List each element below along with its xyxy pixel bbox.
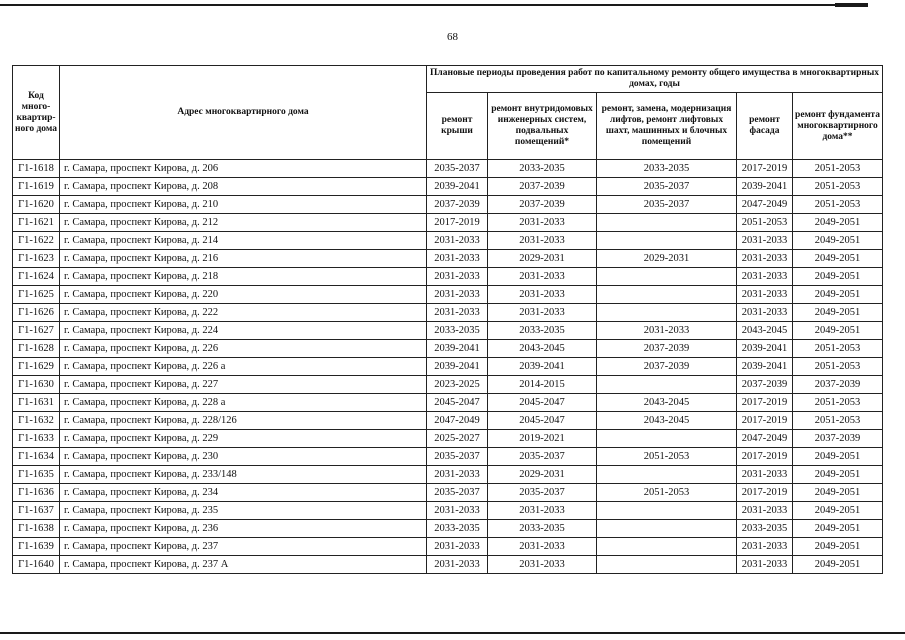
cell-code: Г1-1638 (13, 520, 60, 538)
cell-address: г. Самара, проспект Кирова, д. 220 (60, 286, 427, 304)
cell-code: Г1-1627 (13, 322, 60, 340)
cell-roof: 2039-2041 (427, 178, 488, 196)
cell-systems: 2031-2033 (488, 538, 597, 556)
table-row (13, 430, 883, 448)
cell-foundation: 2049-2051 (793, 286, 883, 304)
cell-code: Г1-1625 (13, 286, 60, 304)
table-row (13, 448, 883, 466)
cell-code: Г1-1634 (13, 448, 60, 466)
table-row (13, 412, 883, 430)
cell-elevators: 2051-2053 (597, 484, 737, 502)
cell-elevators: 2029-2031 (597, 250, 737, 268)
cell-elevators (597, 214, 737, 232)
cell-address: г. Самара, проспект Кирова, д. 226 (60, 340, 427, 358)
cell-foundation: 2051-2053 (793, 412, 883, 430)
cell-systems: 2031-2033 (488, 268, 597, 286)
header-group-periods: Плановые периоды проведения работ по капитальному ремонту общего имущества в многоквартирных домах, годы (427, 66, 883, 93)
cell-facade: 2051-2053 (737, 214, 793, 232)
cell-facade: 2047-2049 (737, 430, 793, 448)
header-foundation: ремонт фундамента многоквартирного дома** (793, 93, 883, 160)
cell-code: Г1-1626 (13, 304, 60, 322)
cell-facade: 2039-2041 (737, 340, 793, 358)
cell-elevators (597, 430, 737, 448)
cell-foundation: 2049-2051 (793, 466, 883, 484)
cell-systems: 2035-2037 (488, 484, 597, 502)
cell-systems: 2031-2033 (488, 232, 597, 250)
cell-roof: 2035-2037 (427, 484, 488, 502)
cell-foundation: 2049-2051 (793, 448, 883, 466)
cell-address: г. Самара, проспект Кирова, д. 218 (60, 268, 427, 286)
cell-roof: 2047-2049 (427, 412, 488, 430)
cell-roof: 2031-2033 (427, 250, 488, 268)
cell-facade: 2039-2041 (737, 178, 793, 196)
cell-facade: 2031-2033 (737, 556, 793, 574)
cell-facade: 2031-2033 (737, 268, 793, 286)
cell-foundation: 2049-2051 (793, 484, 883, 502)
cell-facade: 2017-2019 (737, 484, 793, 502)
cell-systems: 2031-2033 (488, 286, 597, 304)
cell-foundation: 2049-2051 (793, 232, 883, 250)
table-row (13, 538, 883, 556)
header-roof: ремонт крыши (427, 93, 488, 160)
cell-code: Г1-1628 (13, 340, 60, 358)
cell-foundation: 2049-2051 (793, 520, 883, 538)
top-border-line-end (835, 3, 868, 7)
cell-elevators (597, 520, 737, 538)
cell-elevators (597, 286, 737, 304)
cell-address: г. Самара, проспект Кирова, д. 216 (60, 250, 427, 268)
cell-address: г. Самара, проспект Кирова, д. 208 (60, 178, 427, 196)
cell-code: Г1-1621 (13, 214, 60, 232)
cell-systems: 2031-2033 (488, 502, 597, 520)
cell-roof: 2033-2035 (427, 322, 488, 340)
cell-code: Г1-1640 (13, 556, 60, 574)
table-row (13, 160, 883, 178)
cell-address: г. Самара, проспект Кирова, д. 206 (60, 160, 427, 178)
cell-elevators: 2043-2045 (597, 394, 737, 412)
cell-foundation: 2037-2039 (793, 376, 883, 394)
cell-roof: 2031-2033 (427, 556, 488, 574)
bottom-border-line (0, 632, 905, 634)
cell-elevators (597, 376, 737, 394)
cell-foundation: 2051-2053 (793, 358, 883, 376)
cell-elevators: 2051-2053 (597, 448, 737, 466)
cell-elevators: 2035-2037 (597, 196, 737, 214)
table-row (13, 340, 883, 358)
cell-elevators (597, 556, 737, 574)
cell-address: г. Самара, проспект Кирова, д. 228/126 (60, 412, 427, 430)
table-row (13, 304, 883, 322)
cell-code: Г1-1632 (13, 412, 60, 430)
cell-systems: 2033-2035 (488, 160, 597, 178)
cell-roof: 2031-2033 (427, 286, 488, 304)
cell-address: г. Самара, проспект Кирова, д. 227 (60, 376, 427, 394)
header-elevators: ремонт, замена, модернизация лифтов, ремонт лифтовых шахт, машинных и блочных помещений (597, 93, 737, 160)
cell-foundation: 2049-2051 (793, 502, 883, 520)
cell-facade: 2033-2035 (737, 520, 793, 538)
cell-elevators (597, 304, 737, 322)
table-row (13, 520, 883, 538)
cell-systems: 2037-2039 (488, 178, 597, 196)
cell-systems: 2045-2047 (488, 412, 597, 430)
cell-systems: 2039-2041 (488, 358, 597, 376)
cell-code: Г1-1631 (13, 394, 60, 412)
cell-address: г. Самара, проспект Кирова, д. 236 (60, 520, 427, 538)
cell-address: г. Самара, проспект Кирова, д. 212 (60, 214, 427, 232)
table-row (13, 232, 883, 250)
cell-address: г. Самара, проспект Кирова, д. 222 (60, 304, 427, 322)
cell-elevators: 2037-2039 (597, 358, 737, 376)
cell-address: г. Самара, проспект Кирова, д. 237 А (60, 556, 427, 574)
table-row (13, 250, 883, 268)
cell-systems: 2014-2015 (488, 376, 597, 394)
cell-elevators (597, 538, 737, 556)
cell-code: Г1-1636 (13, 484, 60, 502)
cell-foundation: 2049-2051 (793, 322, 883, 340)
top-border-line (0, 4, 868, 6)
cell-facade: 2031-2033 (737, 250, 793, 268)
cell-roof: 2031-2033 (427, 502, 488, 520)
cell-facade: 2031-2033 (737, 304, 793, 322)
page-number: 68 (447, 31, 458, 43)
cell-roof: 2037-2039 (427, 196, 488, 214)
cell-elevators (597, 232, 737, 250)
cell-address: г. Самара, проспект Кирова, д. 226 а (60, 358, 427, 376)
cell-elevators: 2035-2037 (597, 178, 737, 196)
cell-roof: 2025-2027 (427, 430, 488, 448)
cell-roof: 2031-2033 (427, 232, 488, 250)
cell-facade: 2031-2033 (737, 502, 793, 520)
cell-facade: 2047-2049 (737, 196, 793, 214)
table-body (13, 160, 883, 574)
cell-foundation: 2051-2053 (793, 160, 883, 178)
table-row (13, 286, 883, 304)
cell-code: Г1-1635 (13, 466, 60, 484)
cell-facade: 2017-2019 (737, 412, 793, 430)
cell-facade: 2039-2041 (737, 358, 793, 376)
cell-code: Г1-1620 (13, 196, 60, 214)
cell-address: г. Самара, проспект Кирова, д. 228 а (60, 394, 427, 412)
cell-systems: 2035-2037 (488, 448, 597, 466)
capital-repair-schedule-table (12, 65, 883, 574)
cell-systems: 2033-2035 (488, 520, 597, 538)
cell-roof: 2031-2033 (427, 268, 488, 286)
cell-facade: 2031-2033 (737, 232, 793, 250)
table-row (13, 466, 883, 484)
cell-foundation: 2051-2053 (793, 340, 883, 358)
table-row (13, 502, 883, 520)
cell-systems: 2019-2021 (488, 430, 597, 448)
table-row (13, 178, 883, 196)
cell-code: Г1-1623 (13, 250, 60, 268)
cell-address: г. Самара, проспект Кирова, д. 235 (60, 502, 427, 520)
table-row (13, 322, 883, 340)
cell-systems: 2031-2033 (488, 556, 597, 574)
cell-roof: 2035-2037 (427, 448, 488, 466)
table-row (13, 394, 883, 412)
cell-systems: 2029-2031 (488, 466, 597, 484)
cell-facade: 2043-2045 (737, 322, 793, 340)
cell-systems: 2043-2045 (488, 340, 597, 358)
cell-elevators (597, 268, 737, 286)
cell-code: Г1-1622 (13, 232, 60, 250)
cell-facade: 2017-2019 (737, 394, 793, 412)
cell-code: Г1-1618 (13, 160, 60, 178)
cell-systems: 2033-2035 (488, 322, 597, 340)
cell-foundation: 2049-2051 (793, 556, 883, 574)
cell-facade: 2031-2033 (737, 286, 793, 304)
cell-code: Г1-1624 (13, 268, 60, 286)
cell-elevators: 2037-2039 (597, 340, 737, 358)
cell-roof: 2031-2033 (427, 304, 488, 322)
cell-roof: 2039-2041 (427, 340, 488, 358)
cell-foundation: 2049-2051 (793, 214, 883, 232)
cell-systems: 2037-2039 (488, 196, 597, 214)
cell-code: Г1-1629 (13, 358, 60, 376)
cell-roof: 2031-2033 (427, 466, 488, 484)
cell-address: г. Самара, проспект Кирова, д. 229 (60, 430, 427, 448)
cell-facade: 2031-2033 (737, 538, 793, 556)
table-row (13, 358, 883, 376)
cell-roof: 2017-2019 (427, 214, 488, 232)
cell-roof: 2033-2035 (427, 520, 488, 538)
table-row (13, 556, 883, 574)
cell-systems: 2029-2031 (488, 250, 597, 268)
cell-code: Г1-1639 (13, 538, 60, 556)
cell-address: г. Самара, проспект Кирова, д. 210 (60, 196, 427, 214)
cell-elevators (597, 502, 737, 520)
cell-roof: 2023-2025 (427, 376, 488, 394)
cell-elevators: 2043-2045 (597, 412, 737, 430)
cell-foundation: 2037-2039 (793, 430, 883, 448)
cell-roof: 2039-2041 (427, 358, 488, 376)
cell-foundation: 2051-2053 (793, 196, 883, 214)
cell-elevators: 2031-2033 (597, 322, 737, 340)
header-facade: ремонт фасада (737, 93, 793, 160)
cell-foundation: 2049-2051 (793, 250, 883, 268)
table-row (13, 214, 883, 232)
cell-systems: 2031-2033 (488, 214, 597, 232)
cell-foundation: 2051-2053 (793, 394, 883, 412)
cell-facade: 2017-2019 (737, 160, 793, 178)
header-systems: ремонт внутридомовых инженерных систем, подвальных помещений* (488, 93, 597, 160)
cell-roof: 2031-2033 (427, 538, 488, 556)
cell-code: Г1-1637 (13, 502, 60, 520)
cell-foundation: 2049-2051 (793, 538, 883, 556)
table-row (13, 268, 883, 286)
cell-foundation: 2049-2051 (793, 304, 883, 322)
cell-address: г. Самара, проспект Кирова, д. 224 (60, 322, 427, 340)
cell-facade: 2031-2033 (737, 466, 793, 484)
cell-systems: 2031-2033 (488, 304, 597, 322)
cell-facade: 2037-2039 (737, 376, 793, 394)
cell-address: г. Самара, проспект Кирова, д. 230 (60, 448, 427, 466)
cell-systems: 2045-2047 (488, 394, 597, 412)
header-address: Адрес многоквартирного дома (60, 66, 427, 160)
header-code: Код много-квартир-ного дома (13, 66, 60, 160)
cell-foundation: 2051-2053 (793, 178, 883, 196)
cell-address: г. Самара, проспект Кирова, д. 233/148 (60, 466, 427, 484)
cell-roof: 2035-2037 (427, 160, 488, 178)
cell-foundation: 2049-2051 (793, 268, 883, 286)
cell-elevators: 2033-2035 (597, 160, 737, 178)
cell-code: Г1-1633 (13, 430, 60, 448)
cell-elevators (597, 466, 737, 484)
cell-address: г. Самара, проспект Кирова, д. 237 (60, 538, 427, 556)
cell-facade: 2017-2019 (737, 448, 793, 466)
cell-code: Г1-1619 (13, 178, 60, 196)
cell-address: г. Самара, проспект Кирова, д. 234 (60, 484, 427, 502)
table-row (13, 376, 883, 394)
table-header (13, 66, 883, 160)
table-row (13, 484, 883, 502)
cell-code: Г1-1630 (13, 376, 60, 394)
table-row (13, 196, 883, 214)
cell-roof: 2045-2047 (427, 394, 488, 412)
cell-address: г. Самара, проспект Кирова, д. 214 (60, 232, 427, 250)
